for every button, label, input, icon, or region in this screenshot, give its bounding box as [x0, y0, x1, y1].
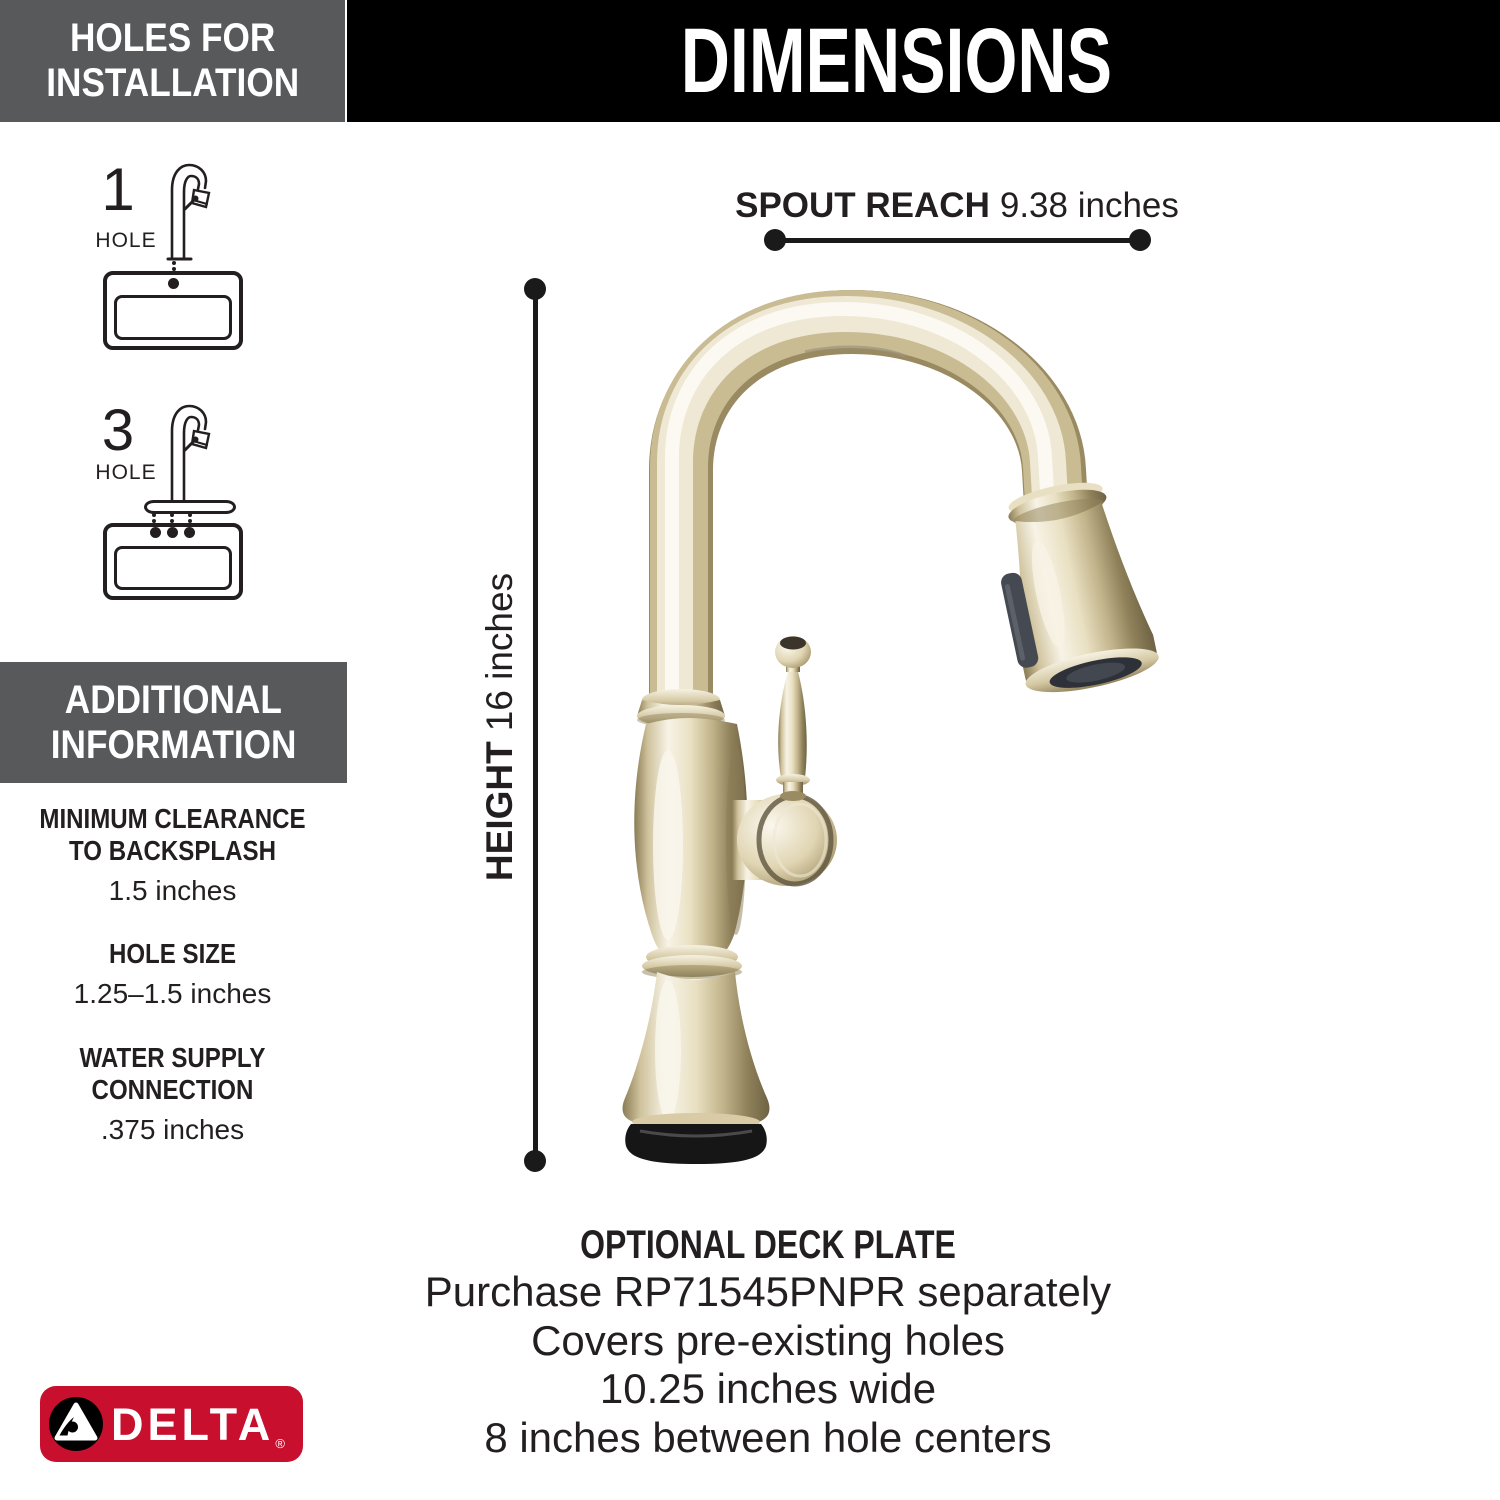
three-hole-dot-1 [150, 527, 161, 538]
height-line-top-dot [524, 278, 546, 300]
hole-size-block [0, 938, 345, 1010]
water-supply-label-line-2: CONNECTION [91, 1074, 254, 1105]
faucet-handle-lever [775, 636, 811, 801]
faucet-handle-hub [732, 794, 837, 886]
spout-reach-value: 9.38 inches [999, 186, 1179, 225]
hole-size-label: HOLE SIZE [108, 938, 237, 969]
height-line-bottom-dot [524, 1150, 546, 1172]
three-hole-dot-2 [167, 527, 178, 538]
height-value: 16 inches [479, 572, 520, 732]
spout-reach-label [735, 186, 1179, 226]
spout-reach-dimension-line [775, 238, 1140, 243]
min-clearance-label-line-2: TO BACKSPLASH [69, 835, 276, 866]
hole-size-value: 1.25–1.5 inches [73, 978, 272, 1009]
delta-wordmark: DELTA [111, 1398, 275, 1450]
dimensions-banner [347, 0, 1500, 122]
height-label [479, 573, 521, 881]
delta-triangle-icon [49, 1397, 103, 1451]
one-hole-faucet-icon [155, 162, 219, 262]
additional-banner-line-2: INFORMATION [50, 722, 297, 767]
three-hole-deck-plate-icon [144, 500, 236, 514]
additional-information-banner [0, 662, 347, 783]
three-hole-label: HOLE [95, 461, 157, 484]
min-clearance-value: 1.5 inches [108, 875, 237, 906]
height-dimension-line [533, 289, 538, 1161]
three-hole-dot-3 [184, 527, 195, 538]
faucet-spout-arc [672, 309, 1056, 705]
deck-plate-title: OPTIONAL DECK PLATE [580, 1223, 956, 1267]
sink-basin [114, 546, 232, 590]
height-text: HEIGHT [479, 741, 520, 882]
spout-reach-line-left-dot [764, 229, 786, 251]
spout-reach-line-right-dot [1129, 229, 1151, 251]
one-hole-label: HOLE [95, 229, 157, 252]
optional-deck-plate-block [368, 1222, 1168, 1462]
deck-plate-line-3: 10.25 inches wide [599, 1365, 937, 1412]
sink-basin [114, 295, 232, 340]
faucet-body [634, 718, 747, 962]
min-clearance-block [0, 803, 345, 907]
mini-handle-knob [193, 196, 199, 202]
spout-reach-text: SPOUT REACH [735, 186, 990, 225]
mini-handle-knob [193, 437, 199, 443]
three-hole-dotted-line-2 [170, 513, 174, 523]
one-hole-dot [168, 278, 179, 289]
deck-plate-line-4: 8 inches between hole centers [484, 1413, 1052, 1461]
dimensions-title: DIMENSIONS [680, 10, 1112, 112]
deck-plate-line-1: Purchase RP71545PNPR separately [424, 1268, 1112, 1315]
faucet-product-image [585, 260, 1280, 1175]
water-supply-label-line-1: WATER SUPPLY [79, 1042, 266, 1073]
three-hole-number: 3 [101, 398, 135, 463]
water-supply-block [0, 1042, 345, 1146]
deck-plate-line-2: Covers pre-existing holes [531, 1316, 1005, 1364]
three-hole-faucet-icon [155, 403, 219, 503]
additional-banner-line-1: ADDITIONAL [64, 677, 283, 722]
holes-for-installation-banner [0, 0, 345, 122]
water-supply-value: .375 inches [100, 1114, 245, 1145]
holes-banner-line-2: INSTALLATION [46, 61, 299, 105]
faucet-base-bell [623, 972, 770, 1131]
delta-logo [40, 1386, 303, 1462]
one-hole-number: 1 [101, 156, 135, 223]
faucet-base-black-ring [625, 1124, 767, 1164]
min-clearance-label-line-1: MINIMUM CLEARANCE [39, 803, 306, 834]
faucet-spray-head [984, 472, 1163, 701]
three-hole-dotted-line-3 [188, 513, 192, 523]
holes-banner-line-1: HOLES FOR [69, 16, 276, 60]
registered-mark: ® [275, 1436, 285, 1451]
three-hole-dotted-line-1 [152, 513, 156, 523]
